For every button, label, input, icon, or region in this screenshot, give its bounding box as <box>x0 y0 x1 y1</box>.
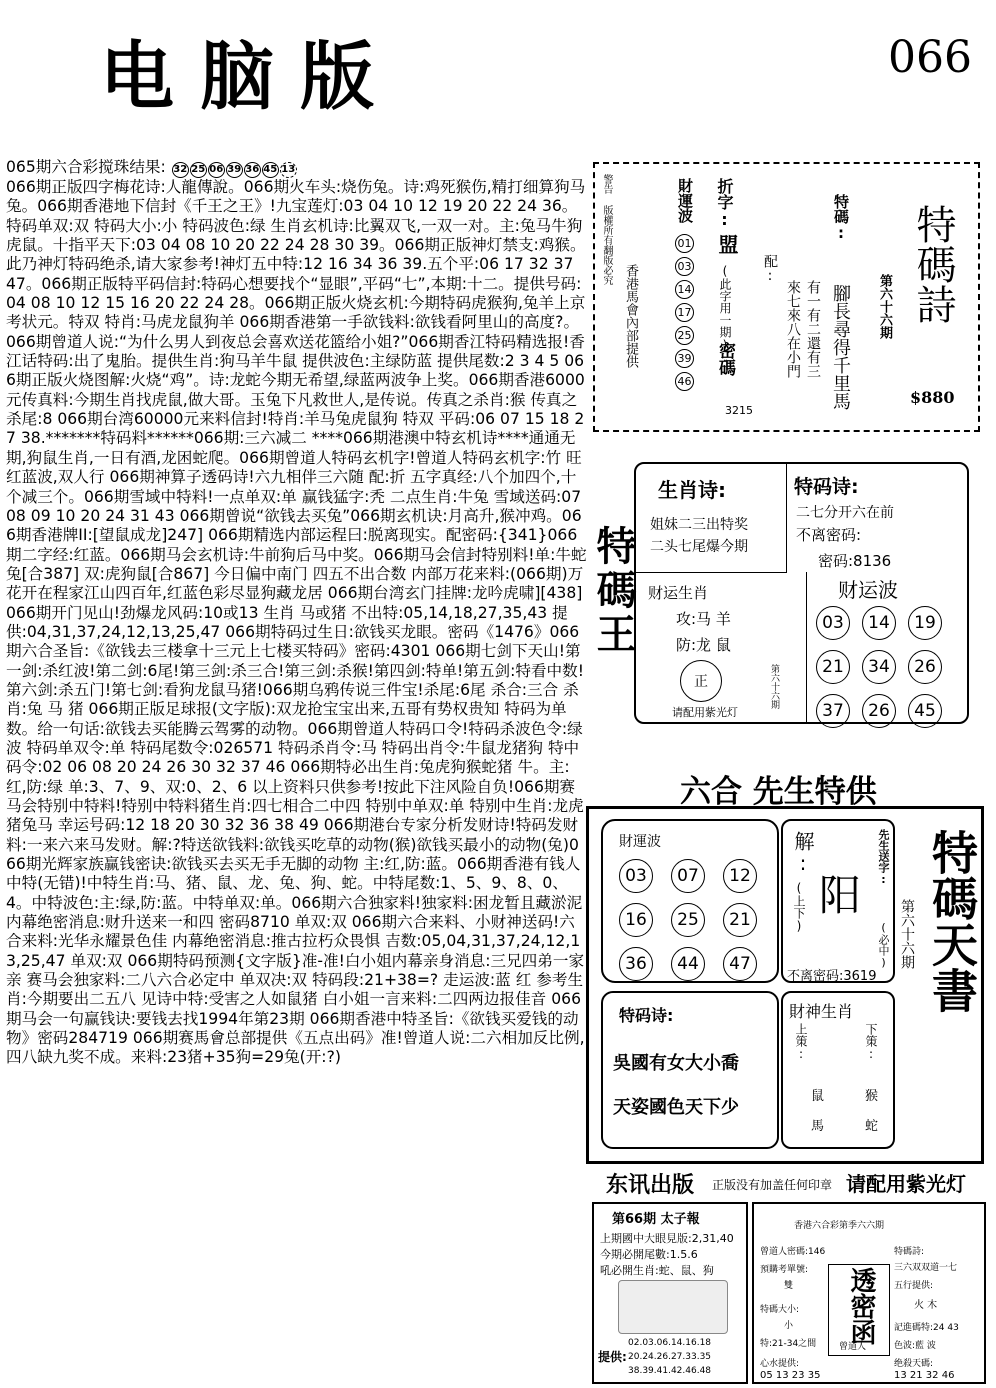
wave-ball: 25 <box>671 903 705 937</box>
wave-ball: 01 <box>675 234 694 253</box>
uv-note: 请配用紫光灯 <box>846 1172 966 1196</box>
jie-box <box>781 819 895 983</box>
wave-ball: 03 <box>816 606 850 640</box>
jie-note: (上下) <box>792 881 806 933</box>
taizi-line: 今期必開尾數:1.5.6 <box>600 1248 698 1261</box>
gong-line: 攻:马 羊 <box>676 610 731 628</box>
mima-label: 密碼 <box>715 342 735 376</box>
wave-list <box>675 232 694 393</box>
wave-ball: 44 <box>671 947 705 981</box>
poem-line: 有一有二還有三 <box>805 280 821 378</box>
taizi-line: 上期國中大眼見版:2,31,40 <box>600 1232 734 1245</box>
stamp-note: 正版没有加盖任何印章 <box>712 1178 833 1192</box>
taizi-illustration <box>618 1280 728 1334</box>
wave-ball: 19 <box>908 606 942 640</box>
poem-line: 天姿國色天下少 <box>613 1097 739 1118</box>
caishen-box <box>781 991 895 1149</box>
result-special-ball: 13 <box>280 162 297 178</box>
wave-ball: 12 <box>723 859 757 893</box>
results-label: 065期六合彩搅珠结果: <box>6 158 166 176</box>
wave-title: 财运波 <box>838 578 898 602</box>
toumi-row: 绝殺天碼: <box>894 1359 934 1369</box>
wave-ball: 39 <box>675 349 694 368</box>
tema-label: 特碼: <box>832 194 850 242</box>
toumi-box-sub: 曾道人 <box>839 1342 867 1352</box>
sx-line: 二头七尾爆今期 <box>650 539 748 555</box>
tm-code: 密码:8136 <box>818 552 892 570</box>
results-line <box>6 158 588 178</box>
caishen-title: 財神生肖 <box>789 1002 854 1021</box>
code-number: 3215 <box>725 404 753 417</box>
liuhe-wave-grid <box>619 859 775 981</box>
side-title: 特碼天書 <box>925 829 979 1013</box>
tema-shi-panel <box>593 162 980 432</box>
toumi-box <box>828 1264 890 1356</box>
toumi-bottom: 05 13 23 35 <box>760 1370 821 1381</box>
toumi-title: 香港六合彩第季六六期 <box>794 1221 885 1231</box>
liuhe-code: 不离密码:3619 <box>787 969 877 984</box>
poem-line: 腳長尋得千里馬 <box>830 284 851 410</box>
shang-label: 上策: <box>794 1023 808 1061</box>
taizi-title: 第66期 太子報 <box>612 1212 700 1227</box>
wave-label: 財運波 <box>676 178 694 223</box>
zi-label: 先生送字: <box>877 829 890 886</box>
xia-label: 下策: <box>864 1023 878 1061</box>
article-body: 066期正版四字梅花诗:人龍傳說。066期火车头:烧伤兔。诗:鸡死猴伤,精打细算狗马兔。066期香港地下信封《千王之王》!九宝莲灯:03 04 10 12 19 20 22 24 36。特码单双:双 特码大小:小 特码波色:绿 生肖玄机诗:比翼双飞,一双一对。主:兔马牛狗虎鼠。十指平天下:03 04 08 10 20 22 24 28 30 39。066期正版神灯禁支:鸡猴。此乃神灯特码绝杀,请大家参考!神灯五中特:12 16 34 36 39.五个平:06 17 32 37 47。066期正版特平码信封:特码心想要找个“显眼”,平码“七”,本期:十二。提供号码:04 08 10 12 15 16 20 22 24 28。066期正版火烧玄机:今期特码虎猴狗,兔羊上京考状元。特双 特肖:马虎龙鼠狗羊 066期香港第一手欲钱料:欲钱看阿里山的高度?。066期曾道人说:“为什么男人到夜总会喜欢送花篮给小姐?”066期香江特码精选报!香江话特码:出了鬼胎。提供生肖:狗马羊牛鼠 提供波色:主绿防蓝 提供尾数:2 3 4 5 066期正版火烧图解:火烧“鸡”。诗:龙蛇今期无希望,绿蓝两波争上奖。066期香港6000元传真料:今期生肖找虎鼠,做大哥。玉兔下凡救世人,是传说。传真之杀肖:猴 传真之杀尾:8 066期台湾60000元来料信封!特肖:羊马兔虎鼠狗 特双 平码:06 07 15 18 27 38.*******特码料******066期:三六减二 ****066期港澳中特玄机诗****通通无期,狗鼠生肖,一日有酒,龙困蛇爬。066期曾道人特码玄机字!曾道人特码玄机字:竹 旺红蓝波,双人行 066期神算子透码诗!六九相伴三六随 配:折 五字真经:八个加四个,十个减三个。066期雪域中特料!一点单双:单 赢钱猛字:秃 二点生肖:牛兔 雪域送码:07 08 09 10 20 24 31 43 066期曾说“欲钱去买兔”066期玄机诀:月高升,猴冲鸡。066期香港牌II:[望鼠成龙]247] 066期精选内部运程曰:脱离现实。配密码:{341}066期二字经:红蓝。066期马会玄机诗:牛前狗后马中奖。066期马会信封特别料!单:牛蛇兔[合387] 双:虎狗鼠[合867] 今日偏中南门 四五不出合数 内部万花来料:(066期)万花开在程家江山四百年,红蓝色彩尽显狗藏龙居 066期台湾玄门挂牌:龙吟虎啸][438] 066期开门见山!劲爆龙风码:10或13 生肖 马或猪 不出特:05,14,18,27,35,43 提供:04,31,37,24,12,13,25,47 066期特码过生日:欲钱买龙眼。密码《1476》066期六合圣旨:《欲钱去三楼拿十三元上七楼买特码》密码:4301 066期七剑下天山!第一剑:杀红波!第二剑:6尾!第三剑:杀三合!第三剑:杀猴!第四剑:特单!第五剑:特看中数!第六剑:杀五门!第七剑:看狗龙鼠马猪!066期乌鸦传说三件宝!杀尾:6尾 杀合:三合 杀肖:兔 马 猪 066期正版足球报(文字版):双龙抢宝宝出来,五哥有势权贵知 特码为单数。给一句话:欲钱去买能腾云驾雾的动物。066期曾道人特码口令!特码杀波色令:绿波 特码单双令:单 特码尾数令:026571 特码杀肖令:马 特码出肖令:牛鼠龙猪狗 特中码令:02 06 08 20 24 26 30 32 37 46 066期特必出生肖:兔虎狗猴蛇猪 牛。主:红,防:绿 单:3、7、9、双:0、2、6 以上资料只供参考!按此下注风险自负!066期赛马会特别中特料!特别中特料猪生肖:四七相合二中四 特别中单双:单 特别中生肖:龙虎猪兔马 幸运号码:12 18 20 30 32 36 38 49 066期港台专家分析发财诗!特码发财料:一来六来马发财。解:?特送欲钱料:欲钱买吃草的动物(猴)欲钱买最小的动物(兔)066期光辉家族赢钱密诀:欲钱买去买无手无脚的动物 主:红,防:蓝。066期香港有钱人中特(无错)!中特生肖:马、猪、鼠、龙、兔、狗、蛇。中特尾数:1、5、9、8、0、4。中特波色:主:绿,防:蓝。中特单双:单。066期六合独家料!独家料:困龙暂且藏淤泥 内幕绝密消息:财升送来一和四 密码8710 单双:双 066期六合来料、小财神送码!六合来料:光华永耀景色佳 内幕绝密消息:推古拉朽众畏惧 吉数:05,04,31,37,24,12,13,25,47 单双:双 066期特码预测{文字版}准-准!白小姐内幕亲身消息:三兄四弟一家亲 赛马会独家料:二八六合必定中 单双决:双 特码段:21+38=? 走运波:蓝 红 参考生肖:今期要出二五八 见诗中特:受害之人如鼠猪 白小姐一言来料:二四两边报佳音 066期马会一句赢钱诀:要钱去找1994年第23期 066期香港中特圣旨:《欲钱买爱钱的动物》密码284719 066期赛馬會总部提供《五点出码》准!曾道人说:二六相加反比例,四八缺九奖不成。来料:23猪+35狗=29兔(开:?) <box>6 178 587 1067</box>
wave-ball: 17 <box>675 303 694 322</box>
zi-char: 盟 <box>715 234 739 254</box>
wave-ball: 21 <box>723 903 757 937</box>
toumi-row: 特碼大小: <box>760 1305 800 1315</box>
toumi-row: 小 <box>784 1321 794 1331</box>
seal-stamp: 正 <box>680 660 722 702</box>
toumi-box-title: 透密函 <box>846 1267 876 1345</box>
wave-ball: 16 <box>619 903 653 937</box>
zi-note: (此字用一期) <box>718 264 732 352</box>
provider-text: 香港馬會內部提供 <box>623 264 638 368</box>
wave-ball: 34 <box>862 650 896 684</box>
wang-wave-grid <box>816 606 954 728</box>
wave-ball: 26 <box>862 694 896 728</box>
wave-ball: 47 <box>723 947 757 981</box>
xia-item: 猴 <box>865 1089 879 1104</box>
pei-label: 配: <box>762 254 778 284</box>
toumi-row: 三六双双道一七 <box>894 1263 958 1273</box>
copyright-note: 警告 版權所有翻版必究 <box>601 174 612 285</box>
tm-line: 不离密码: <box>796 526 862 544</box>
sx-line: 姐妹二三出特奖 <box>650 517 748 533</box>
poem-title: 特码诗: <box>619 1006 674 1025</box>
sx-box <box>636 464 787 573</box>
wave-ball: 03 <box>619 859 653 893</box>
wave-ball: 37 <box>816 694 850 728</box>
wave-ball: 03 <box>675 257 694 276</box>
poem-line: 吳國有女大小喬 <box>613 1053 739 1074</box>
wave-ball: 21 <box>816 650 850 684</box>
tm-line: 二七分开六在前 <box>796 505 894 521</box>
result-ball: 39 <box>226 162 243 178</box>
wang-issue: 第六十六期 <box>769 664 779 709</box>
taizi-row: 20.24.26.27.33.35 <box>628 1352 712 1362</box>
tema-wang-panel <box>634 462 969 724</box>
wang-note: 请配用紫光灯 <box>672 706 738 719</box>
taizi-line: 吼必開生肖:蛇、鼠、狗 <box>600 1264 714 1277</box>
jie-char: 阳 <box>819 871 862 920</box>
toumi-row: 五行提供: <box>894 1281 934 1291</box>
fang-line: 防:龙 鼠 <box>676 636 731 654</box>
wave-ball: 46 <box>675 372 694 391</box>
cy-box <box>636 572 807 722</box>
toumi-row: 雙 <box>784 1281 794 1291</box>
wave-ball: 14 <box>862 606 896 640</box>
wave-ball: 25 <box>675 326 694 345</box>
result-ball: 32 <box>172 162 189 178</box>
liuhe-panel <box>586 806 984 1164</box>
toumi-row: 色波:藍 波 <box>894 1341 936 1351</box>
wave-ball: 26 <box>908 650 942 684</box>
wave-ball: 14 <box>675 280 694 299</box>
result-ball: 25 <box>190 162 207 178</box>
zi-note: (必中) <box>877 921 890 969</box>
xia-item: 蛇 <box>865 1119 879 1134</box>
toumi-bottom: 13 21 32 46 <box>894 1370 955 1381</box>
toumi-row: 曾道人密碼:146 <box>760 1247 826 1257</box>
result-ball: 06 <box>208 162 225 178</box>
issue-label: 第六十六期 <box>877 274 892 339</box>
toumi-row: 火 木 <box>914 1300 938 1311</box>
liuhe-header: 六合 先生特供 <box>680 774 877 810</box>
shang-item: 馬 <box>811 1119 825 1134</box>
poem-box <box>601 991 779 1149</box>
liuhe-wave-box <box>601 819 779 983</box>
toumi-row: 心水提供: <box>760 1359 800 1369</box>
result-ball: 45 <box>262 162 279 178</box>
toumi-row: 特:21-34之間 <box>760 1339 817 1349</box>
tema-wang-title: 特碼王 <box>590 525 637 657</box>
price: $880 <box>910 388 955 407</box>
left-text-column <box>6 158 588 1384</box>
toumi-row: 特碼詩: <box>894 1247 925 1257</box>
jie-label: 解: <box>791 831 815 875</box>
taizi-label: 提供: <box>598 1350 627 1364</box>
taizi-row: 38.39.41.42.46.48 <box>628 1366 712 1376</box>
liuhe-wave-label: 財運波 <box>619 834 661 850</box>
result-ball: 36 <box>244 162 261 178</box>
poem-line: 來七來八在小門 <box>785 280 801 378</box>
toumi-panel <box>752 1202 986 1384</box>
wave-ball: 07 <box>671 859 705 893</box>
panel-title: 特碼詩 <box>910 204 956 324</box>
wave-ball: 45 <box>908 694 942 728</box>
issue-number: 066 <box>888 32 972 83</box>
publisher: 东讯出版 <box>606 1173 695 1198</box>
zi-label: 折字: <box>715 178 734 229</box>
toumi-row: 記進碼特:24 43 <box>894 1323 959 1333</box>
sx-title: 生肖诗: <box>658 478 726 502</box>
taizi-row: 02.03.06.14.16.18 <box>628 1338 712 1348</box>
side-issue: 第六十六期 <box>899 899 915 969</box>
cy-title: 财运生肖 <box>648 584 709 602</box>
page-title: 电脑版 <box>100 34 400 120</box>
shang-item: 鼠 <box>811 1089 825 1104</box>
taizi-panel <box>592 1202 748 1384</box>
tm-title: 特码诗: <box>794 476 859 498</box>
toumi-row: 預購考單號: <box>760 1265 809 1275</box>
wave-ball: 36 <box>619 947 653 981</box>
